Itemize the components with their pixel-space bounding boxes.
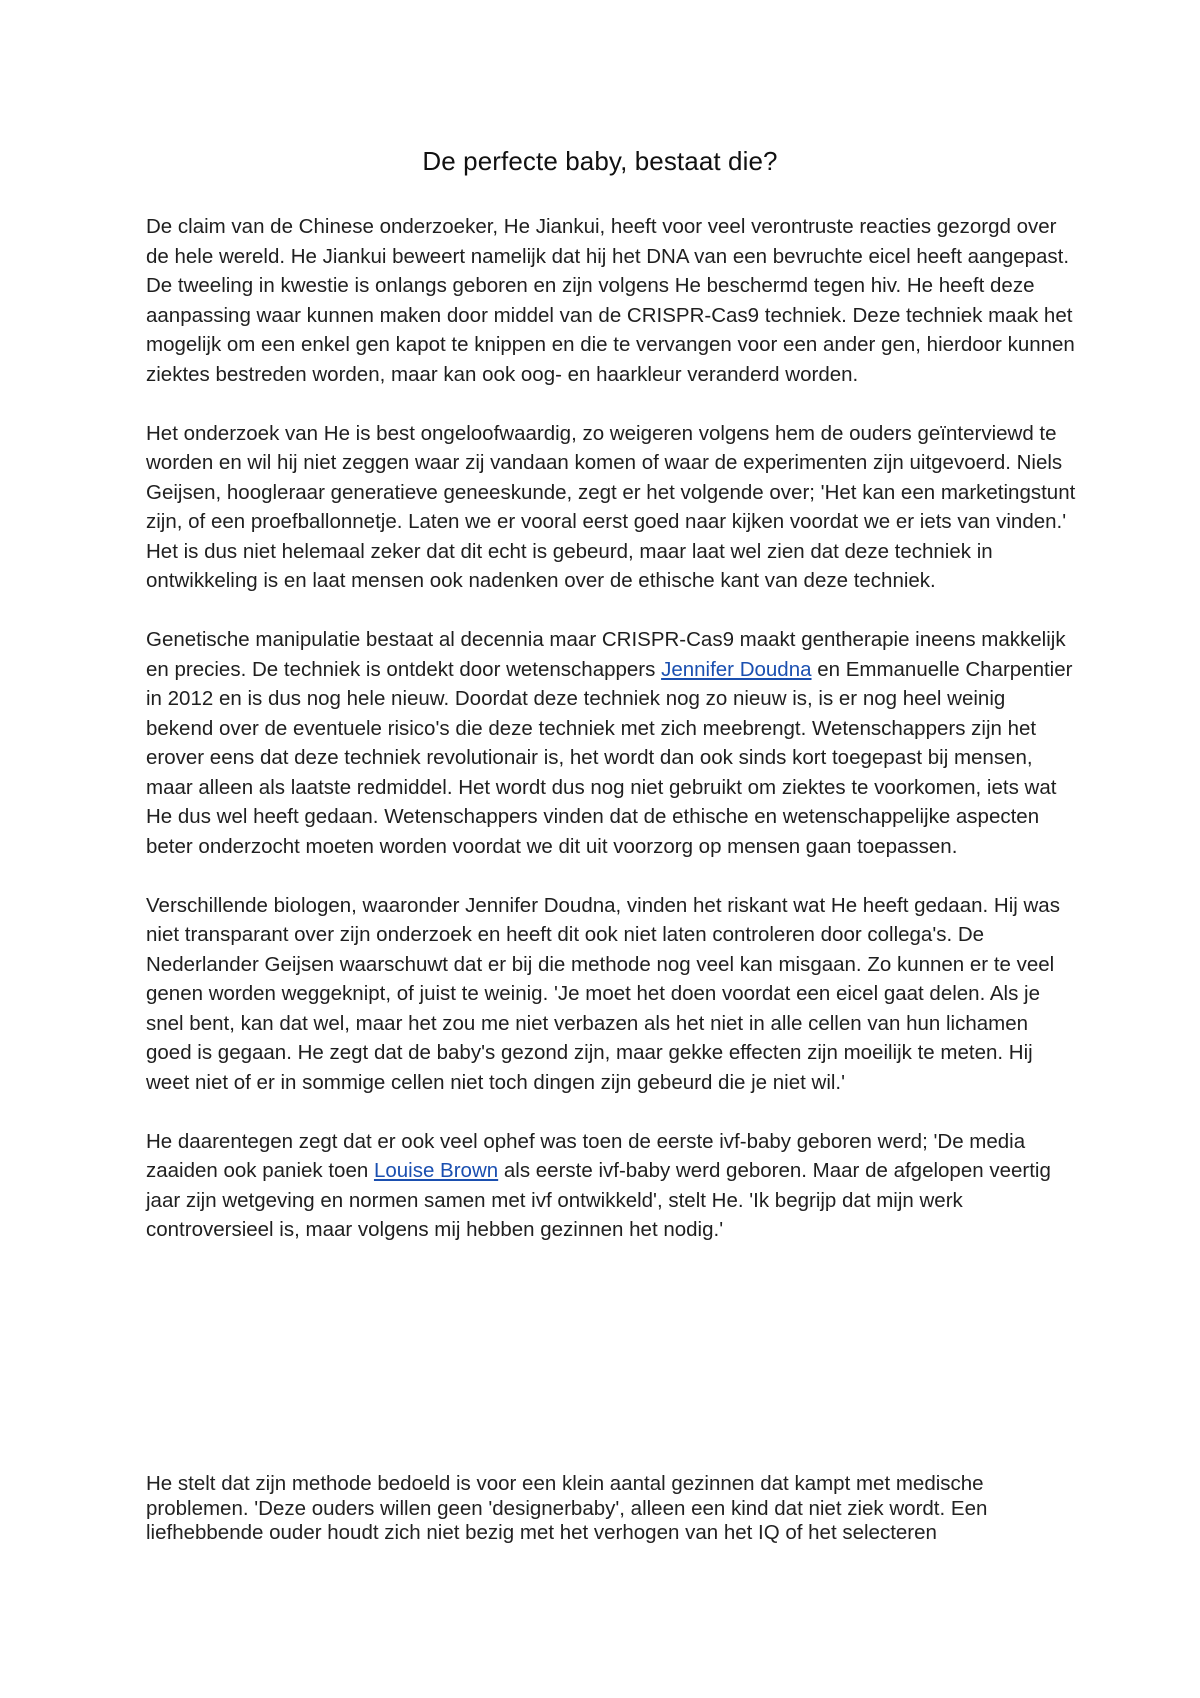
paragraph-2: Het onderzoek van He is best ongeloofwaardig, zo weigeren volgens hem de ouders geïnterviewd te worden en wil hij niet zeggen waar zij vandaan komen of waar de experimenten zijn uitgevoerd. Niels Geijsen, hoogleraar generatieve geneeskunde, zegt er het volgende over; 'Het kan een marketingstunt zijn, of een proefballonnetje. Laten we er vooral eerst goed naar kijken voordat we er iets van vinden.' Het is dus niet helemaal zeker dat dit echt is gebeurd, maar laat wel zien dat deze techniek in ontwikkeling is en laat mensen ook nadenken over de ethische kant van deze techniek. — [146, 421, 1076, 592]
link-louise-brown[interactable]: Louise Brown — [373, 1159, 499, 1182]
paragraph-1: De claim van de Chinese onderzoeker, He Jiankui, heeft voor veel verontruste reacties gezorgd over de hele wereld. He Jiankui beweert namelijk dat hij het DNA van een bevruchte eicel heeft aangepast. De tweeling in kwestie is onlangs geboren en zijn volgens He beschermd tegen hiv. He heeft deze aanpassing waar kunnen maken door middel van de CRISPR-Cas9 techniek. Deze techniek maak het mogelijk om een enkel gen kapot te knippen en die te vervangen voor een ander gen, hierdoor kunnen ziektes bestreden worden, maar kan ook oog- en haarkleur veranderd worden. — [146, 215, 1075, 386]
paragraph-6: He stelt dat zijn methode bedoeld is voor een klein aantal gezinnen dat kampt met medische problemen. 'Deze ouders willen geen 'designerbaby', alleen een kind dat niet ziek wordt. Een liefhebbende ouder houdt zich niet bezig met het verhogen van het IQ of het selecteren — [146, 1472, 988, 1544]
document-body — [146, 212, 1076, 1274]
paragraph-3 — [146, 625, 1076, 861]
paragraph-3-text-a: Genetische manipulatie bestaat al decennia maar CRISPR-Cas9 maakt gentherapie ineens makkelijk en precies. De techniek is ontdekt door wetenschappers — [146, 628, 1066, 681]
link-jennifer-doudna[interactable]: Jennifer Doudna — [661, 657, 812, 681]
paragraph-4: Verschillende biologen, waaronder Jennifer Doudna, vinden het riskant wat He heeft gedaan. Hij was niet transparant over zijn onderzoek en heeft dit ook niet laten controleren door collega's. De Nederlander Geijsen waarschuwt dat er bij die methode nog veel kan misgaan. Zo kunnen er te veel genen worden weggeknipt, of juist te weinig. 'Je moet het doen voordat een eicel gaat delen. Als je snel bent, kan dat wel, maar het zou me niet verbazen als het niet in alle cellen van hun lichamen goed is gegaan. He zegt dat de baby's gezond zijn, maar gekke effecten zijn moeilijk te meten. Hij weet niet of er in sommige cellen niet toch dingen zijn gebeurd die je niet wil.' — [146, 893, 1060, 1094]
paragraph-3-text-b: en Emmanuelle Charpentier in 2012 en is dus nog hele nieuw. Doordat deze techniek nog zo nieuw is, is er nog heel weinig bekend over de eventuele risico's die deze techniek met zich meebrengt. Wetenschappers zijn het erover eens dat deze techniek revolutionair is, het wordt dan ook sinds kort toegepast bij mensen, maar alleen als laatste redmiddel. Het wordt dus nog niet gebruikt om ziektes te voorkomen, iets wat He dus wel heeft gedaan. Wetenschappers vinden dat de ethische en wetenschappelijke aspecten beter onderzocht moeten worden voordat we dit uit voorzorg op mensen gaan toepassen. — [146, 657, 1073, 858]
document-title: De perfecte baby, bestaat die? — [422, 146, 778, 176]
paragraph-5-text-a: He daarentegen zegt dat er ook veel ophef was toen de eerste ivf-baby geboren werd; 'De media zaaiden ook paniek toen — [146, 1129, 1026, 1182]
paragraph-5-text-b: als eerste ivf-baby werd geboren. Maar de afgelopen veertig jaar zijn wetgeving en normen samen met ivf ontwikkeld', stelt He. 'Ik begrijp dat mijn werk controversieel is, maar volgens mij hebben gezinnen het nodig.' — [146, 1159, 1051, 1241]
paragraph-5 — [146, 1127, 1076, 1245]
